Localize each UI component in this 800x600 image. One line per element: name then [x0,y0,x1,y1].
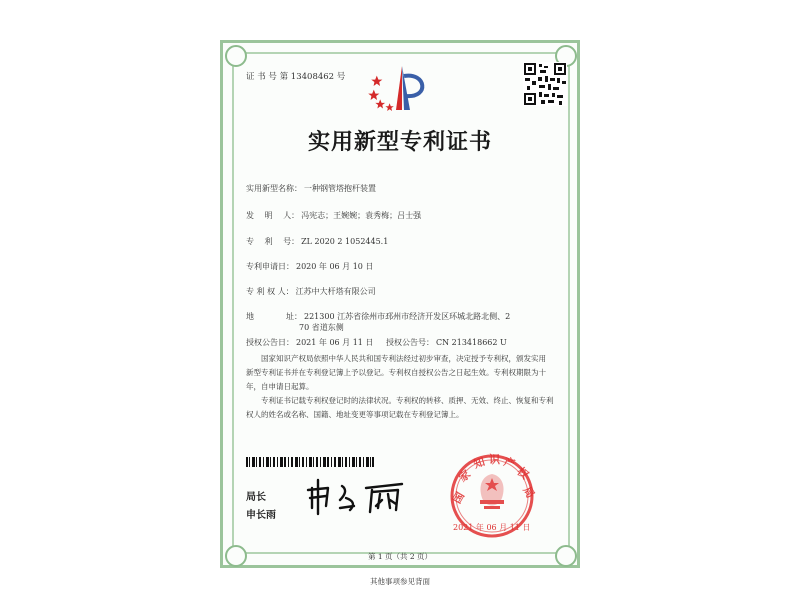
field-value: 221300 江苏省徐州市邳州市经济开发区环城北路北侧、2 [304,312,511,321]
field-publication-number [386,337,507,348]
certificate-title: 实用新型专利证书 [307,129,492,155]
field-label: 专利申请日： [246,262,294,271]
field-utility-model-name [246,183,376,194]
field-label: 专 利 权 人： [246,287,294,296]
field-value: 江苏中大杆塔有限公司 [295,287,376,296]
field-address-continued: 70 省道东侧 [299,323,344,332]
svg-text:产: 产 [502,456,517,471]
statement-paragraph: 年，自申请日起算。 [246,382,314,391]
qr-code-icon [523,62,567,106]
field-inventor [246,210,421,221]
field-value: 2021 年 06 月 11 日 [296,338,374,347]
field-value: 2020 年 06 月 10 日 [296,262,374,271]
svg-text:局: 局 [520,484,537,501]
footer-note: 其他事项参见背面 [370,577,430,586]
field-patent-number [246,236,388,247]
field-value: CN 213418662 U [436,338,507,347]
svg-text:家: 家 [456,468,474,485]
field-label: 授权公告日： [246,338,294,347]
field-label: 授权公告号： [386,338,434,347]
field-label: 实用新型名称： [246,184,302,193]
field-value: ZL 2020 2 1052445.1 [301,237,389,246]
field-value: 一种钢管塔抱杆装置 [304,184,376,193]
field-label: 发 明 人： [246,211,300,220]
field-label: 地 址： [246,312,302,321]
statement-paragraph: 专利证书记载专利权登记时的法律状况。专利权的转移、质押、无效、终止、恢复和专利 [261,396,554,405]
page-indicator: 第 1 页（共 2 页） [367,552,433,561]
field-patentee [246,286,376,297]
svg-text:国: 国 [451,490,468,506]
certificate-number: 证 书 号 第 13408462 号 [246,72,346,82]
statement-paragraph: 权人的姓名或名称、国籍、地址变更等事项记载在专利登记簿上。 [246,410,464,419]
field-label: 专 利 号： [246,237,300,246]
patent-office-logo-icon [366,62,434,114]
barcode-icon [246,457,374,467]
field-filing-date [246,261,373,272]
svg-text:识: 识 [489,454,500,466]
official-name: 申长雨 [246,510,276,521]
statement-paragraph: 新型专利证书并在专利登记簿上予以登记。专利权自授权公告之日起生效。专利权期限为十 [246,368,546,377]
field-value: 冯宪志；王婉婉；袁秀梅；吕士强 [301,211,422,220]
border-ornament-icon [225,45,247,67]
seal-date: 2021 年 06 月 11 日 [453,523,531,532]
svg-text:权: 权 [514,465,531,482]
field-grant-date [246,337,373,348]
svg-text:知: 知 [472,456,487,471]
official-title: 局长 [246,492,266,503]
field-address [246,311,510,322]
statement-paragraph: 国家知识产权局依照中华人民共和国专利法经过初步审查，决定授予专利权，颁发实用 [261,354,546,363]
signature-icon [302,474,412,518]
